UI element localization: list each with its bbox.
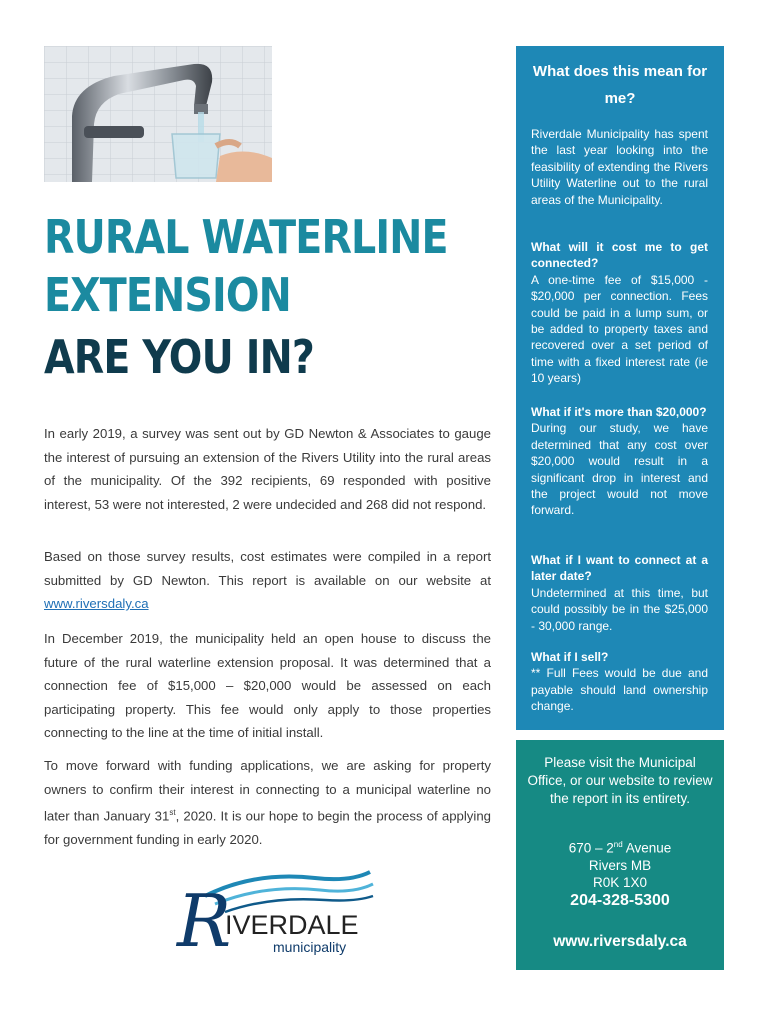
body-paragraph-3 <box>44 627 491 745</box>
title-line-2: EXTENSION <box>44 268 291 322</box>
superscript: nd <box>613 840 623 849</box>
faq-question: What will it cost me to get connected? <box>531 240 708 271</box>
street-address <box>516 836 724 857</box>
faq-answer: A one-time fee of $15,000 - $20,000 per connection. Fees could be paid in a lump sum, or be added to property taxes and recovered over a set period of time with a fixed interest rate (ie 10 years) <box>531 272 708 386</box>
faq-question: What if I want to connect at a later date? <box>531 553 708 584</box>
title-line-1: RURAL WATERLINE <box>44 210 448 264</box>
phone-number[interactable]: 204-328-5300 <box>570 892 670 909</box>
body-paragraph-2 <box>44 545 491 616</box>
contact-website-link[interactable]: www.riversdaly.ca <box>553 933 687 950</box>
body-paragraph-4 <box>44 754 491 851</box>
faq-answer: During our study, we have determined that any cost over $20,000 would result in a significant drop in interest and the project would not move forward. <box>531 421 708 518</box>
faq-question: What if it's more than $20,000? <box>531 405 707 419</box>
logo-initial: R <box>177 879 232 956</box>
faq-item-cost <box>531 239 708 387</box>
paragraph-text: In December 2019, the municipality held an open house to discuss the future of the rural waterline extension proposal. It was determined that a connection fee of $15,000 – $20,000 would be assessed on each participating property. This fee would only apply to those properties connecting to the line at the time of initial install. <box>44 631 491 740</box>
paragraph-text: In early 2019, a survey was sent out by GD Newton & Associates to gauge the interest of pursuing an extension of the Rivers Utility into the rural areas of the municipality. Of the 392 recipients, 69 responded with positive interest, 53 were not interested, 2 were undecided and 268 did not respond. <box>44 426 491 512</box>
street-number: 670 – 2 <box>568 840 614 856</box>
paragraph-text <box>44 754 491 851</box>
postal-code: R0K 1X0 <box>592 874 648 890</box>
faq-sidebar <box>516 46 724 730</box>
faq-answer: ** Full Fees would be due and payable should land ownership change. <box>531 666 708 714</box>
sidebar-heading: What does this mean for me? <box>532 63 708 107</box>
faq-item-later-date <box>531 552 708 634</box>
address <box>516 836 724 891</box>
faq-item-over-budget <box>531 404 708 519</box>
faucet-photo <box>44 46 272 182</box>
body-paragraph-1 <box>44 422 491 516</box>
sidebar-intro: Riverdale Municipality has spent the last year looking into the feasibility of extending the Rivers Utility Waterline out to the rural areas of the Municipality. <box>531 127 708 207</box>
paragraph-text-part: , 2020. It is our hope to begin the process of applying for government funding in early 2020. <box>44 808 491 847</box>
paragraph-text-part: To move forward with funding applications, we are asking for property owners to confirm their interest in connecting to a municipal waterline no later than January 31 <box>44 758 491 824</box>
visit-text: Please visit the Municipal Office, or our website to review the report in its entirety. <box>527 755 713 806</box>
logo-name: IVERDALE <box>225 910 359 940</box>
street-name: Avenue <box>622 840 672 856</box>
contact-box <box>516 740 724 970</box>
paragraph-text <box>44 545 491 616</box>
faq-question: What if I sell? <box>531 650 609 664</box>
website-link[interactable]: www.riversdaly.ca <box>44 596 149 611</box>
paragraph-text-part: Based on those survey results, cost estimates were compiled in a report submitted by GD Newton. This report is available on our website at <box>44 549 491 588</box>
faq-item-sell <box>531 649 708 715</box>
logo-sub: municipality <box>273 939 347 955</box>
superscript: st <box>169 808 176 817</box>
city: Rivers MB <box>588 857 652 873</box>
faq-answer: Undetermined at this time, but could possibly be in the $25,000 - 30,000 range. <box>531 585 708 633</box>
title-line-3: ARE YOU IN? <box>44 330 314 384</box>
riverdale-logo <box>175 866 375 956</box>
